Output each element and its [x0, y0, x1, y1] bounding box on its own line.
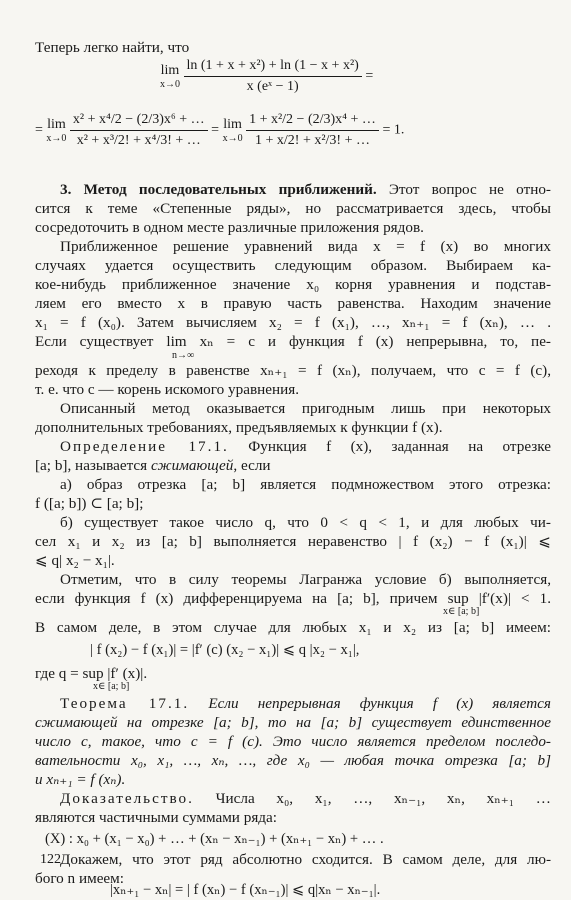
text-line: случаях удается осуществить следующим образом. Выбираем ка- — [35, 257, 551, 274]
lim-subscript: x→0 — [160, 79, 180, 90]
text-line: сел x₁ и x₂ из [a; b] выполняется неравенство | f (x₂) − f (x₁)| ⩽ — [35, 533, 551, 550]
text-line: т. е. что c — корень искомого уравнения. — [35, 381, 300, 398]
section-heading-line: 3. Метод последовательных приближений. Этот вопрос не отно- — [60, 181, 551, 198]
lim-label: lim — [160, 63, 180, 78]
proof-line: Доказательство. Числа x₀, x₁, …, xₙ₋₁, xₙ, xₙ₊₁ … — [60, 790, 551, 807]
fraction-numerator: ln (1 + x + x²) + ln (1 − x + x²) — [184, 58, 362, 77]
text-line: В самом деле, в этом случае для любых x₁ и x₂ из [a; b] имеем: — [35, 619, 551, 636]
text-line: Докажем, что этот ряд абсолютно сходится. В самом деле, для лю- — [60, 851, 551, 868]
theorem-text: и xₙ₊₁ = f (xₙ). — [35, 771, 126, 788]
text-line: кое-нибудь приближенное значение x₀ корня уравнения и подстав- — [35, 276, 551, 293]
text-line: [a; b], называется сжимающей, если — [35, 457, 271, 474]
fraction-numerator: 1 + x²/2 − (2/3)x⁴ + … — [246, 112, 379, 131]
theorem-text: сжимающей на отрезке [a; b], то на [a; b] существует единственное — [35, 714, 551, 731]
text-line: сосредоточить в одном месте различные приложения рядов. — [35, 219, 424, 236]
text-line: Отметим, что в силу теоремы Лагранжа условие б) выполняется, — [60, 571, 551, 588]
lim-subscript: x→0 — [46, 133, 67, 144]
formula-limit-1 — [160, 58, 373, 95]
text-line: ⩽ q| x₂ − x₁|. — [35, 552, 115, 569]
text-line: являются частичными суммами ряда: — [35, 809, 277, 826]
text-line: x₁ = f (x₀). Затем вычисляем x₂ = f (x₁), …, xₙ₊₁ = f (xₙ), … . — [35, 314, 551, 331]
inequality-formula: | f (x₂) − f (x₁)| = |f′ (c) (x₂ − x₁)| ⩽ q |x₂ − x₁|, — [90, 642, 360, 658]
equals-sign: = — [365, 68, 374, 84]
text-line: а) образ отрезка [a; b] является подмножеством этого отрезка: — [60, 476, 551, 493]
text-line: ляем его вместо x в правую часть равенства. Находим значение — [35, 295, 551, 312]
series-formula: (X) : x₀ + (x₁ − x₀) + … + (xₙ − xₙ₋₁) + (xₙ₊₁ − xₙ) + … . — [45, 831, 384, 847]
proof-heading: Доказательство. — [60, 790, 194, 807]
sup-subscript: x∈ [a; b] — [93, 681, 130, 692]
equals-sign: = — [211, 122, 220, 138]
text-line: бого n имеем: — [35, 870, 125, 887]
fraction-denominator: x² + x³/2! + x⁴/3! + … — [76, 133, 201, 148]
term-emphasis: сжимающей — [150, 457, 234, 474]
theorem-text: вательности x₀, x₁, …, xₙ, …, где x₀ — любая точка отрезка [a; b] — [35, 752, 551, 769]
text-line: дополнительных требованиях, предъявляемых к функции f (x). — [35, 419, 443, 436]
text-line: б) существует такое число q, что 0 < q < 1, и для любых чи- — [60, 514, 551, 531]
text-line: реходя к пределу в равенстве xₙ₊₁ = f (xₙ), получаем, что c = f (c), — [35, 362, 551, 379]
inequality-formula: |xₙ₊₁ − xₙ| = | f (xₙ) − f (xₙ₋₁)| ⩽ q|xₙ − xₙ₋₁|. — [110, 882, 381, 898]
definition-line: Определение 17.1. Функция f (x), заданная на отрезке — [60, 438, 551, 455]
section-heading: 3. Метод последовательных приближений. — [60, 181, 377, 198]
equals-sign: = — [35, 122, 43, 138]
lim-label: lim — [47, 117, 66, 132]
fraction-denominator: 1 + x/2! + x²/3! + … — [255, 133, 370, 148]
lim-subscript: n→∞ — [172, 350, 195, 361]
lim-label: lim — [223, 117, 242, 132]
theorem-text: число c, такое, что c = f (c). Это число является пределом последо- — [35, 733, 551, 750]
text-line: если функция f (x) дифференцируема на [a; b], причем sup |f′(x)| < 1. — [35, 590, 551, 607]
definition-heading: Определение 17.1. — [60, 438, 229, 455]
page-number: 122 — [40, 852, 61, 867]
text-line: Описанный метод оказывается пригодным лишь при некоторых — [60, 400, 551, 417]
text-line: сится к теме «Степенные ряды», но рассматривается здесь, чтобы — [35, 200, 551, 217]
text-line: Теперь легко найти, что — [35, 39, 190, 56]
text-line: где q = sup |f′ (x)|. — [35, 665, 148, 682]
text-line: Если существует lim xₙ = c и функция f (x) непрерывна, то, пе- — [35, 333, 551, 350]
text-line: f ([a; b]) ⊂ [a; b]; — [35, 495, 144, 512]
sup-subscript: x∈ [a; b] — [443, 606, 480, 617]
equals-sign: = 1. — [382, 122, 405, 138]
fraction-numerator: x² + x⁴/2 − (2/3)x⁶ + … — [70, 112, 208, 131]
theorem-heading: Теорема 17.1. — [60, 695, 190, 712]
formula-limit-2 — [35, 112, 404, 149]
lim-subscript: x→0 — [222, 133, 243, 144]
fraction-denominator: x (eˣ − 1) — [246, 79, 299, 94]
text-line: Приближенное решение уравнений вида x = f (x) во многих — [60, 238, 551, 255]
theorem-line: Теорема 17.1. Если непрерывная функция f (x) является — [60, 695, 551, 712]
